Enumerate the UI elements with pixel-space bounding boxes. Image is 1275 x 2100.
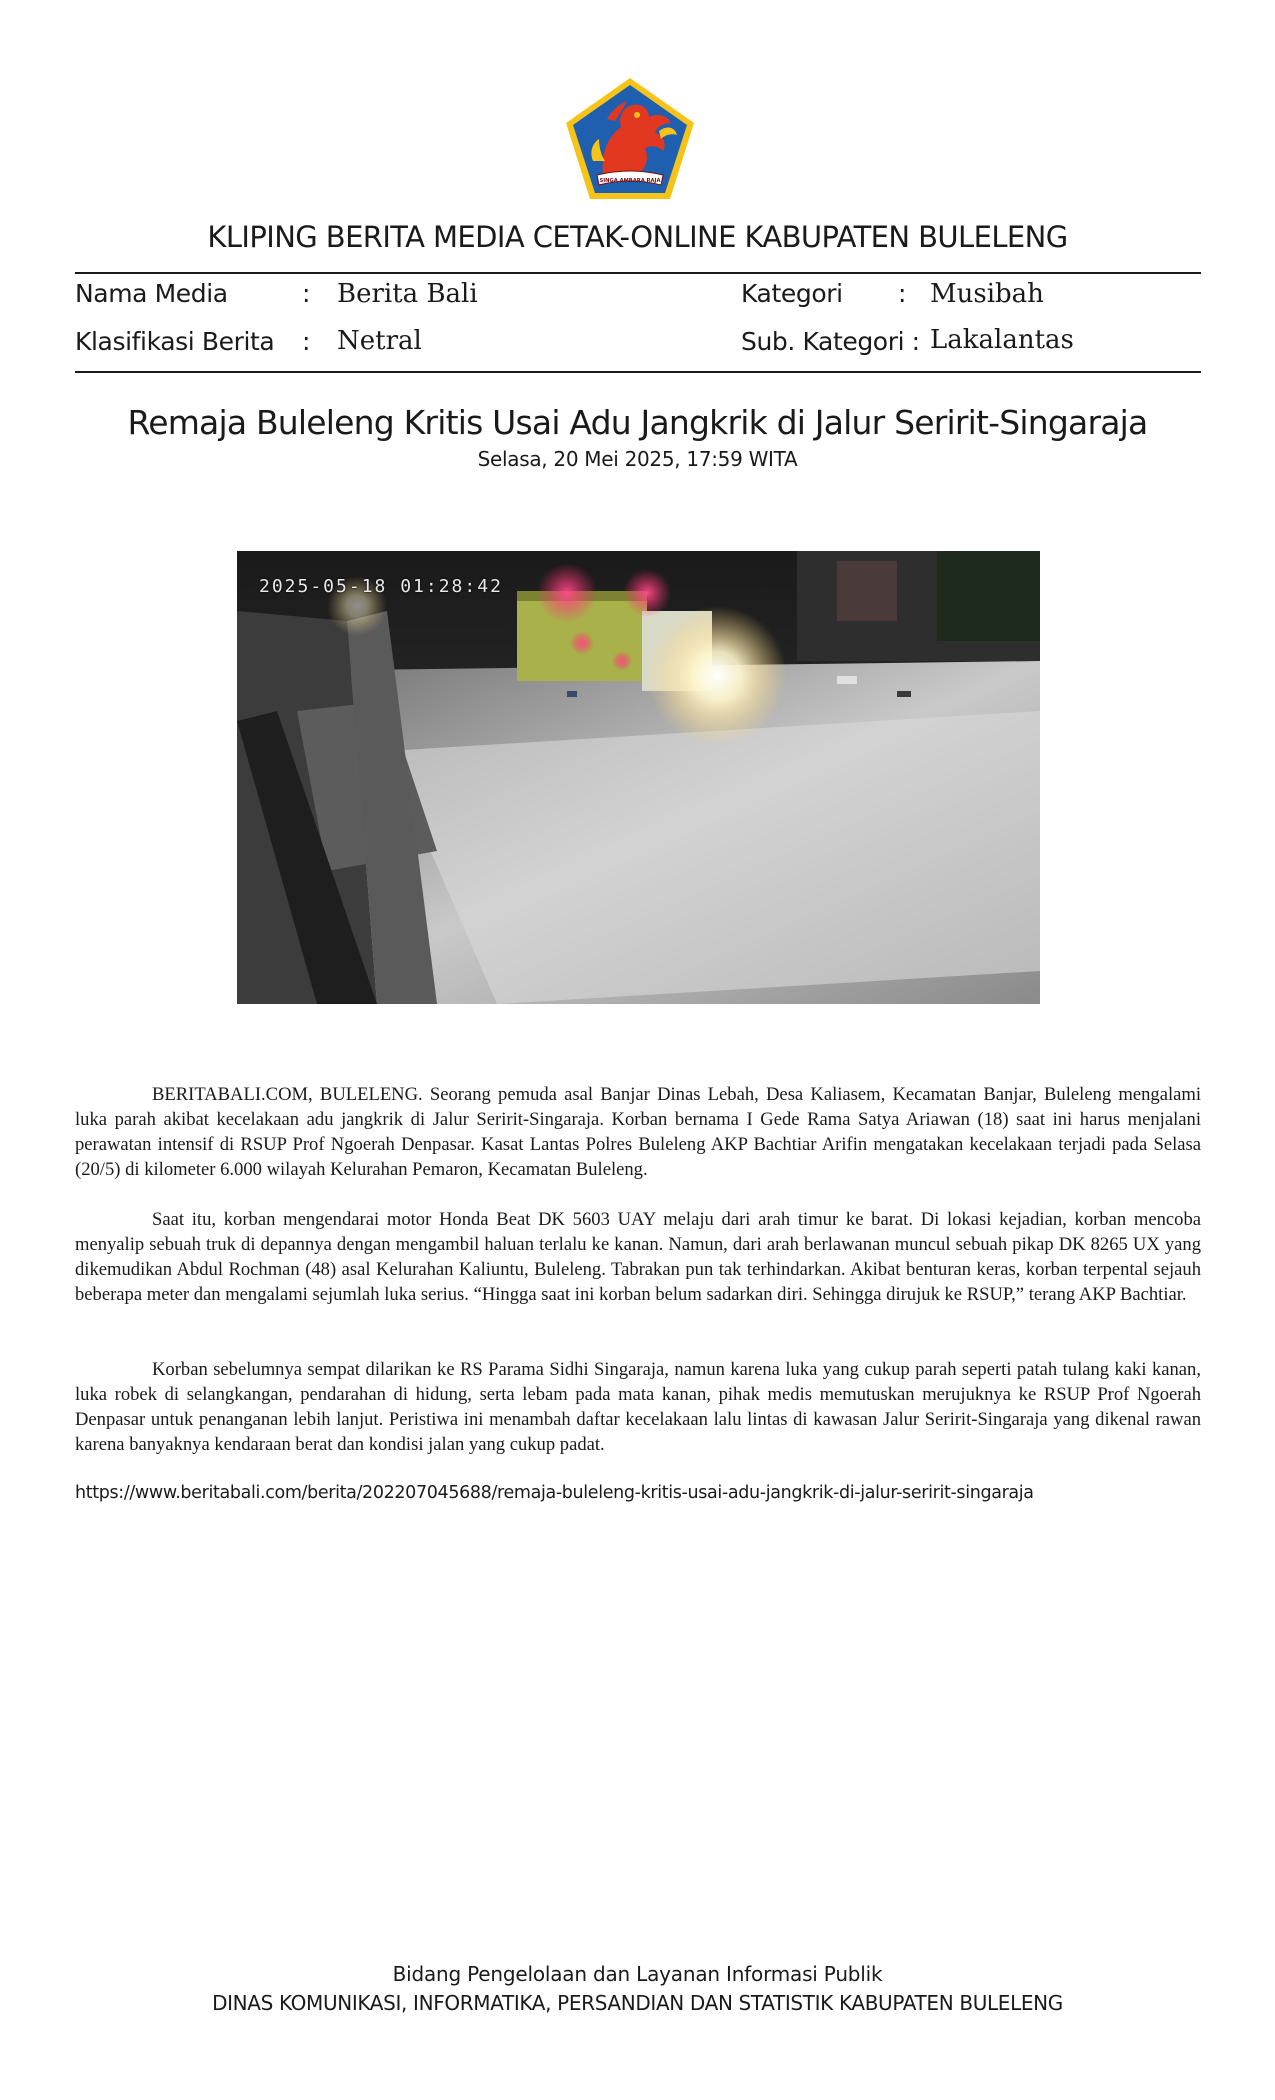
article-date: Selasa, 20 Mei 2025, 17:59 WITA (477, 447, 798, 471)
cctv-accident-photo (237, 551, 1040, 1004)
kategori-label: Kategori (741, 279, 843, 308)
source-url-link[interactable]: https://www.beritabali.com/berita/202207045688/remaja-buleleng-kritis-usai-adu-jangkrik-di-jalur-seririt-singaraja (75, 1483, 1034, 1503)
buleleng-emblem-icon (563, 75, 697, 203)
cctv-timestamp: 2025-05-18 01:28:42 (259, 576, 503, 597)
sub-kategori-label: Sub. Kategori : (741, 327, 920, 356)
footer-department: Bidang Pengelolaan dan Layanan Informasi Publik (392, 1962, 883, 1986)
article-paragraph-2: Saat itu, korban mengendarai motor Honda Beat DK 5603 UAY melaju dari arah timur ke barat. Di lokasi kejadian, korban mencoba menyalip sebuah truk di depannya dengan mengambil haluan terlalu ke kanan. Namun, dari arah berlawanan muncul sebuah pikap DK 8265 UX yang dikemudikan Abdul Rochman (48) asal Kelurahan Kaliuntu, Buleleng. Tabrakan pun tak terhindarkan. Akibat benturan keras, korban terpental sejauh beberapa meter dan mengalami sejumlah luka serius. “Hingga saat ini korban belum sadarkan diri. Sehingga dirujuk ke RSUP,” terang AKP Bachtiar. (75, 1209, 1201, 1305)
nama-media-value: Berita Bali (337, 279, 478, 309)
article-paragraph-1: BERITABALI.COM, BULELENG. Seorang pemuda asal Banjar Dinas Lebah, Desa Kaliasem, Kecamatan Banjar, Buleleng mengalami luka parah akibat kecelakaan adu jangkrik di Jalur Seririt-Singaraja. Korban bernama I Gede Rama Satya Ariawan (18) saat ini harus menjalani perawatan intensif di RSUP Prof Ngoerah Denpasar. Kasat Lantas Polres Buleleng AKP Bachtiar Arifin mengatakan kecelakaan terjadi pada Selasa (20/5) di kilometer 6.000 wilayah Kelurahan Pemaron, Kecamatan Buleleng. (75, 1084, 1201, 1180)
header-divider-bottom (75, 371, 1201, 373)
kategori-colon: : (898, 279, 907, 308)
article-title: Remaja Buleleng Kritis Usai Adu Jangkrik di Jalur Seririt-Singaraja (127, 403, 1148, 442)
kategori-value: Musibah (930, 279, 1044, 309)
klasifikasi-label: Klasifikasi Berita (75, 327, 275, 356)
sub-kategori-value: Lakalantas (930, 325, 1074, 355)
article-paragraph-3: Korban sebelumnya sempat dilarikan ke RS Parama Sidhi Singaraja, namun karena luka yang cukup parah seperti patah tulang kaki kanan, luka robek di selangkangan, pendarahan di hidung, serta lebam pada mata kanan, pihak medis memutuskan merujuknya ke RSUP Prof Ngoerah Denpasar untuk penanganan lebih lanjut. Peristiwa ini menambah daftar kecelakaan lalu lintas di kawasan Jalur Seririt-Singaraja yang dikenal rawan karena banyaknya kendaraan berat dan kondisi jalan yang cukup padat. (75, 1359, 1201, 1455)
nama-media-colon: : (302, 279, 311, 308)
logo-motto: SINGA AMBARA RAJA (599, 178, 661, 184)
klasifikasi-colon: : (302, 327, 311, 356)
nama-media-label: Nama Media (75, 279, 228, 308)
footer-agency: DINAS KOMUNIKASI, INFORMATIKA, PERSANDIAN DAN STATISTIK KABUPATEN BULELENG (212, 1991, 1063, 2015)
clipping-header-title: KLIPING BERITA MEDIA CETAK-ONLINE KABUPATEN BULELENG (207, 220, 1068, 254)
klasifikasi-value: Netral (337, 326, 422, 356)
header-divider-top (75, 272, 1201, 274)
